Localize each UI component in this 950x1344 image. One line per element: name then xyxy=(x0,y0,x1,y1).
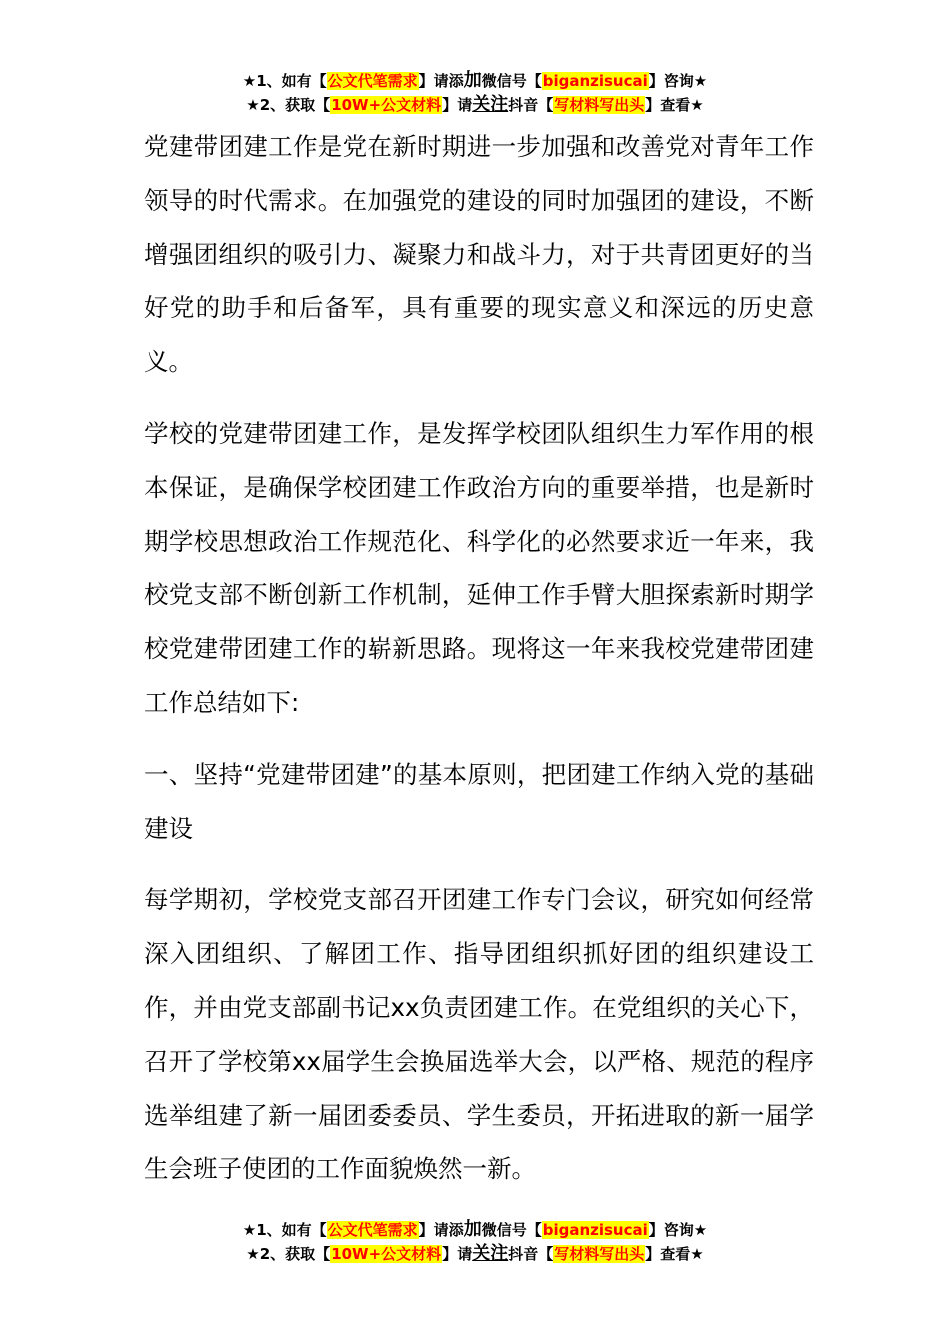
footer-banner xyxy=(0,1218,950,1266)
banner-emphasis: 加 xyxy=(463,70,482,91)
highlight-douyin-account: 写材料写出头 xyxy=(554,96,645,114)
banner-text: 微信号【 xyxy=(481,1221,542,1239)
banner-text: 】咨询★ xyxy=(648,1221,708,1239)
header-banner-line-2 xyxy=(0,93,950,117)
banner-text: 】请 xyxy=(442,1245,473,1263)
highlight-service: 公文代笔需求 xyxy=(327,1221,418,1239)
banner-text: ★2、获取【 xyxy=(246,96,331,114)
paragraph-school-work: 学校的党建带团建工作，是发挥学校团队组织生力军作用的根本保证，是确保学校团建工作政治方向的重要举措，也是新时期学校思想政治工作规范化、科学化的必然要求近一年来，我校党支部不断创新工作机制，延伸工作手臂大胆探索新时期学校党建带团建工作的崭新思路。现将这一年来我校党建带团建工作总结如下: xyxy=(144,418,814,717)
banner-emphasis: 加 xyxy=(463,1219,482,1240)
highlight-wechat-id: biganzisucai xyxy=(542,1221,648,1239)
footer-banner-line-2 xyxy=(0,1242,950,1266)
highlight-materials: 10W+公文材料 xyxy=(331,96,442,114)
section-heading-1: 一、坚持“党建带团建”的基本原则，把团建工作纳入党的基础建设 xyxy=(144,759,814,843)
paragraph-semester-meeting: 每学期初，学校党支部召开团建工作专门会议，研究如何经常深入团组织、了解团工作、指导团组织抓好团的组织建设工作，并由党支部副书记xx负责团建工作。在党组织的关心下，召开了学校第xx届学生会换届选举大会，以严格、规范的程序选举组建了新一届团委委员、学生委员，开拓进取的新一届学生会班子使团的工作面貌焕然一新。 xyxy=(144,885,814,1184)
banner-emphasis: 关注 xyxy=(472,1243,509,1264)
banner-text: 】查看★ xyxy=(645,96,704,114)
banner-text: ★1、如有【 xyxy=(242,72,327,90)
banner-text: 微信号【 xyxy=(481,72,542,90)
banner-text: 】请添 xyxy=(418,1221,464,1239)
banner-text: 】咨询★ xyxy=(648,72,708,90)
paragraph-intro: 党建带团建工作是党在新时期进一步加强和改善党对青年工作领导的时代需求。在加强党的建设的同时加强团的建设，不断增强团组织的吸引力、凝聚力和战斗力，对于共青团更好的当好党的助手和后备军，具有重要的现实意义和深远的历史意义。 xyxy=(144,132,814,377)
banner-text: 】请添 xyxy=(418,72,464,90)
banner-text: 】请 xyxy=(442,96,473,114)
highlight-wechat-id: biganzisucai xyxy=(542,72,648,90)
footer-banner-line-1 xyxy=(0,1218,950,1242)
document-body xyxy=(144,120,814,1214)
highlight-douyin-account: 写材料写出头 xyxy=(554,1245,645,1263)
header-banner xyxy=(0,69,950,117)
banner-text: 抖音【 xyxy=(508,1245,554,1263)
highlight-service: 公文代笔需求 xyxy=(327,72,418,90)
banner-text: ★1、如有【 xyxy=(242,1221,327,1239)
header-banner-line-1 xyxy=(0,69,950,93)
highlight-materials: 10W+公文材料 xyxy=(331,1245,442,1263)
banner-text: ★2、获取【 xyxy=(246,1245,331,1263)
banner-emphasis: 关注 xyxy=(472,94,509,115)
banner-text: 抖音【 xyxy=(508,96,554,114)
banner-text: 】查看★ xyxy=(645,1245,704,1263)
